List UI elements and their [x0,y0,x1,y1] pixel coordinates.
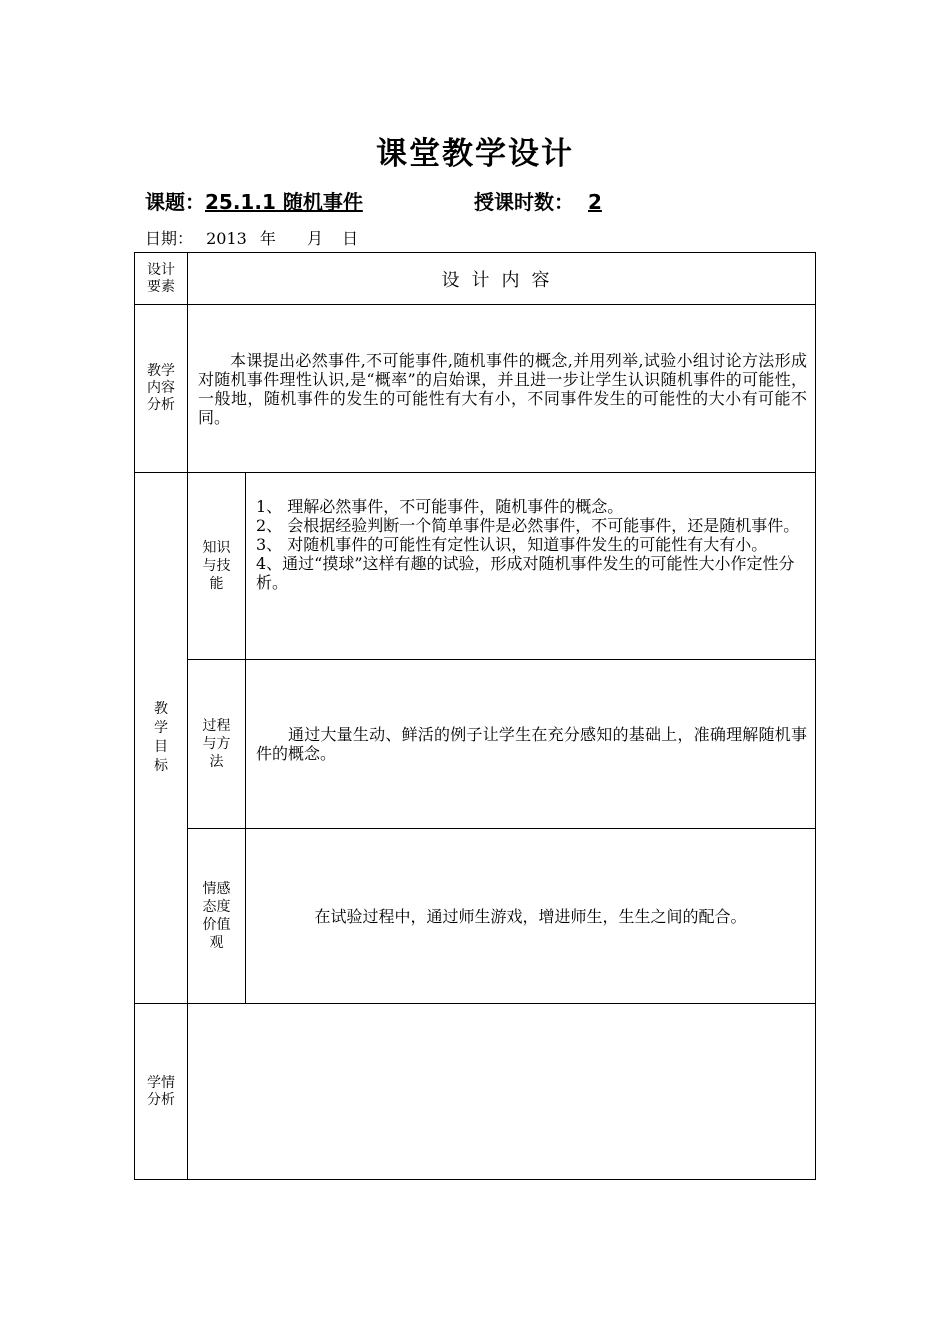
analysis-row [135,305,816,473]
student-content [188,1004,816,1180]
goals-label: 教学目标 [153,701,168,774]
hours-value: 2 [588,190,602,214]
hours-label: 授课时数： [473,190,574,214]
list-item: 2、 会根据经验判断一个简单事件是必然事件，不可能事件，还是随机事件。 [256,516,800,535]
date-label: 日期： [145,229,194,248]
date-day-unit: 日 [342,229,359,248]
topic-value: 25.1.1 随机事件 [205,190,363,214]
list-item: 4、通过“摸球”这样有趣的试验，形成对随机事件发生的可能性大小作定性分析。 [256,554,795,592]
design-table [134,252,816,1180]
process-row [135,660,816,829]
emotion-text: 在试验过程中，通过师生游戏，增进师生，生生之间的配合。 [314,906,747,926]
process-label: 过程与方法 [202,718,231,770]
knowledge-row [135,473,816,660]
topic-label: 课题： [145,190,205,214]
student-row [135,1004,816,1180]
header-row [135,253,816,305]
date-year-unit: 年 [259,229,276,248]
analysis-label: 教学内容分析 [147,363,175,413]
student-label: 学情分析 [147,1074,175,1108]
emotion-row [135,829,816,1004]
knowledge-label: 知识与技能 [202,540,231,592]
topic-line [145,186,616,215]
process-text: 通过大量生动、鲜活的例子让学生在充分感知的基础上，准确理解随机事件的概念。 [256,725,807,763]
header-content: 设计内容 [188,253,816,305]
analysis-text: 本课提出必然事件,不可能事件,随机事件的概念,并用列举,试验小组讨论方法形成对随机事件理性认识,是“概率”的启始课，并且进一步让学生认识随机事件的可能性，一般地，随机事件的发生的可能性有大有小，不同事件发生的可能性的大小有可能不同。 [198,351,807,427]
emotion-label: 情感态度价值观 [202,881,231,951]
knowledge-list [246,497,815,592]
list-item: 3、 对随机事件的可能性有定性认识，知道事件发生的可能性有大有小。 [256,535,768,554]
list-item: 1、 理解必然事件，不可能事件，随机事件的概念。 [256,497,624,516]
date-year: 2013 [206,229,247,248]
header-label: 设计要素 [147,261,175,295]
date-month-unit: 月 [307,229,324,248]
date-line [145,226,366,249]
page-title: 课堂教学设计 [376,136,574,172]
